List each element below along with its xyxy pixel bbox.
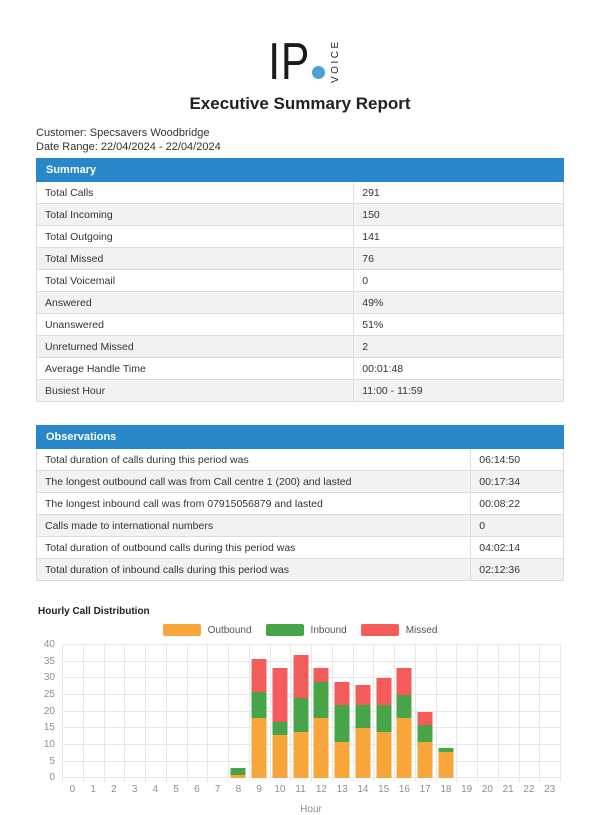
- bar-hour-12: [311, 645, 332, 778]
- row-value: 06:14:50: [471, 449, 564, 471]
- legend-swatch-icon: [361, 624, 399, 636]
- bar-segment-outbound: [314, 718, 329, 778]
- bar-hour-6: [187, 645, 208, 778]
- bar-segment-inbound: [335, 705, 350, 742]
- bar-hour-21: [498, 645, 519, 778]
- table-row: [37, 248, 564, 270]
- bar-hour-16: [394, 645, 415, 778]
- bar-segment-missed: [355, 685, 370, 705]
- x-tick-label: 23: [544, 784, 556, 796]
- summary-table-body: [37, 182, 564, 402]
- row-value: 51%: [354, 314, 564, 336]
- bar-hour-8: [228, 645, 249, 778]
- chart-plot-area: [43, 639, 560, 784]
- report-meta: [36, 127, 564, 153]
- y-tick-label: 20: [43, 705, 55, 717]
- table-row: [37, 270, 564, 292]
- bar-segment-inbound: [252, 692, 267, 719]
- row-value: 49%: [354, 292, 564, 314]
- bar-segment-inbound: [314, 682, 329, 719]
- bar-hour-13: [332, 645, 353, 778]
- row-label: Total Missed: [37, 248, 354, 270]
- bar-segment-outbound: [231, 775, 246, 778]
- table-row: [37, 314, 564, 336]
- legend-item-inbound: [266, 624, 347, 636]
- x-tick-label: 11: [295, 784, 306, 796]
- x-tick-label: 15: [378, 784, 390, 796]
- bar-segment-inbound: [293, 698, 308, 731]
- summary-table: [36, 158, 564, 402]
- table-row: [37, 537, 564, 559]
- legend-item-outbound: [163, 624, 252, 636]
- legend-swatch-icon: [163, 624, 201, 636]
- row-label: Total Calls: [37, 182, 354, 204]
- logo-voice-text: VOICE: [330, 39, 342, 83]
- row-value: 141: [354, 226, 564, 248]
- bar-hour-14: [353, 645, 374, 778]
- bar-segment-outbound: [376, 732, 391, 779]
- table-row: [37, 226, 564, 248]
- table-row: [37, 449, 564, 471]
- chart-x-labels: [62, 784, 560, 795]
- bar-hour-0: [62, 645, 83, 778]
- chart-zone: [43, 639, 560, 815]
- date-range-line: Date Range: 22/04/2024 - 22/04/2024: [36, 141, 221, 154]
- bar-segment-outbound: [335, 742, 350, 779]
- bar-segment-outbound: [355, 728, 370, 778]
- table-row: [37, 380, 564, 402]
- table-row: [37, 471, 564, 493]
- observations-header: Observations: [37, 426, 564, 449]
- x-tick-label: 12: [315, 784, 327, 796]
- row-value: 0: [354, 270, 564, 292]
- row-label: The longest inbound call was from 07915056879 and lasted: [37, 493, 471, 515]
- row-label: Total Incoming: [37, 204, 354, 226]
- summary-header: Summary: [37, 159, 564, 182]
- x-tick-label: 21: [502, 784, 514, 796]
- x-tick-label: 18: [440, 784, 452, 796]
- row-value: 00:01:48: [354, 358, 564, 380]
- legend-label: Outbound: [207, 624, 252, 636]
- row-value: 291: [354, 182, 564, 204]
- bar-hour-22: [519, 645, 540, 778]
- y-tick-label: 10: [43, 738, 55, 750]
- bar-segment-missed: [314, 668, 329, 681]
- legend-label: Missed: [405, 624, 438, 636]
- row-value: 150: [354, 204, 564, 226]
- y-tick-label: 40: [43, 639, 55, 651]
- x-tick-label: 22: [523, 784, 535, 796]
- summary-section: [36, 158, 564, 402]
- bar-hour-4: [145, 645, 166, 778]
- bar-hour-23: [539, 645, 560, 778]
- bar-segment-inbound: [397, 695, 412, 718]
- logo-inner: [259, 33, 342, 91]
- x-tick-label: 16: [398, 784, 410, 796]
- x-gridline: [560, 645, 561, 782]
- row-value: 2: [354, 336, 564, 358]
- row-value: 76: [354, 248, 564, 270]
- x-tick-label: 0: [69, 784, 76, 796]
- x-tick-label: 7: [214, 784, 221, 796]
- x-tick-label: 1: [90, 784, 96, 796]
- bar-segment-inbound: [376, 705, 391, 732]
- x-tick-label: 3: [131, 784, 138, 796]
- bar-hour-5: [166, 645, 187, 778]
- bar-hour-3: [124, 645, 145, 778]
- bar-segment-inbound: [418, 725, 433, 742]
- chart-title: Hourly Call Distribution: [38, 606, 150, 618]
- logo-text: [259, 33, 325, 91]
- customer-line: Customer: Specsavers Woodbridge: [36, 127, 210, 139]
- row-label: Busiest Hour: [37, 380, 354, 402]
- x-tick-label: 6: [194, 784, 200, 796]
- bar-segment-inbound: [355, 705, 370, 728]
- y-tick-label: 15: [43, 722, 55, 734]
- row-label: Total Outgoing: [37, 226, 354, 248]
- page-title: Executive Summary Report: [189, 94, 411, 113]
- row-value: 11:00 - 11:59: [354, 380, 564, 402]
- bar-segment-outbound: [418, 742, 433, 779]
- bar-segment-outbound: [397, 718, 412, 778]
- bar-hour-2: [104, 645, 125, 778]
- x-tick-label: 8: [235, 784, 242, 796]
- bar-segment-missed: [376, 678, 391, 705]
- bar-hour-17: [415, 645, 436, 778]
- bar-hour-7: [207, 645, 228, 778]
- x-tick-label: 19: [461, 784, 473, 796]
- observations-table: [36, 425, 564, 581]
- row-value: 00:17:34: [471, 471, 564, 493]
- chart-x-axis-title: Hour: [300, 804, 322, 815]
- table-row: [37, 515, 564, 537]
- table-row: [37, 182, 564, 204]
- table-row: [37, 204, 564, 226]
- logo-dot-icon: [312, 66, 325, 79]
- row-value: 00:08:22: [471, 493, 564, 515]
- table-row: [37, 336, 564, 358]
- row-label: Answered: [37, 292, 354, 314]
- row-label: The longest outbound call was from Call centre 1 (200) and lasted: [37, 471, 471, 493]
- x-tick-label: 17: [419, 784, 431, 796]
- bar-hour-20: [477, 645, 498, 778]
- legend-swatch-icon: [266, 624, 304, 636]
- bar-segment-outbound: [272, 735, 287, 778]
- bar-hour-18: [436, 645, 457, 778]
- bar-segment-outbound: [252, 718, 267, 778]
- x-tick-label: 20: [481, 784, 493, 796]
- row-value: 0: [471, 515, 564, 537]
- row-label: Unreturned Missed: [37, 336, 354, 358]
- bar-hour-9: [249, 645, 270, 778]
- logo-ip-text: IP: [268, 33, 311, 91]
- table-row: [37, 292, 564, 314]
- y-tick-label: 35: [43, 655, 55, 667]
- y-tick-label: 30: [43, 672, 55, 684]
- bar-hour-19: [456, 645, 477, 778]
- bar-hour-11: [290, 645, 311, 778]
- bar-segment-inbound: [438, 748, 453, 751]
- x-tick-label: 10: [274, 784, 286, 796]
- row-label: Average Handle Time: [37, 358, 354, 380]
- y-tick-label: 25: [43, 689, 55, 701]
- row-value: 02:12:36: [471, 559, 564, 581]
- observations-table-body: [37, 449, 564, 581]
- row-label: Calls made to international numbers: [37, 515, 471, 537]
- bar-segment-inbound: [231, 768, 246, 775]
- x-tick-label: 2: [111, 784, 117, 796]
- legend-item-missed: [361, 624, 438, 636]
- table-row: [37, 559, 564, 581]
- x-tick-label: 5: [173, 784, 179, 796]
- y-tick-label: 5: [49, 755, 55, 767]
- bar-segment-outbound: [293, 732, 308, 779]
- row-label: Unanswered: [37, 314, 354, 336]
- x-tick-label: 14: [357, 784, 369, 796]
- bar-segment-inbound: [272, 722, 287, 735]
- x-tick-label: 9: [256, 784, 262, 796]
- chart-legend: [36, 624, 564, 636]
- observations-section: [36, 425, 564, 581]
- row-label: Total duration of inbound calls during this period was: [37, 559, 471, 581]
- bar-hour-15: [373, 645, 394, 778]
- legend-label: Inbound: [310, 624, 347, 636]
- y-tick-label: 0: [49, 772, 55, 784]
- row-label: Total duration of calls during this period was: [37, 449, 471, 471]
- bar-segment-missed: [293, 655, 308, 698]
- bar-segment-missed: [252, 659, 267, 692]
- bar-hour-1: [83, 645, 104, 778]
- x-tick-label: 13: [336, 784, 348, 796]
- table-row: [37, 493, 564, 515]
- logo: [36, 22, 564, 91]
- bar-hour-10: [270, 645, 291, 778]
- row-label: Total Voicemail: [37, 270, 354, 292]
- bar-segment-outbound: [438, 752, 453, 779]
- x-tick-label: 4: [152, 784, 159, 796]
- row-label: Total duration of outbound calls during this period was: [37, 537, 471, 559]
- bar-segment-missed: [272, 668, 287, 721]
- row-value: 04:02:14: [471, 537, 564, 559]
- table-row: [37, 358, 564, 380]
- bar-segment-missed: [418, 712, 433, 725]
- bar-segment-missed: [335, 682, 350, 705]
- bar-segment-missed: [397, 668, 412, 695]
- hourly-chart-section: [36, 606, 564, 815]
